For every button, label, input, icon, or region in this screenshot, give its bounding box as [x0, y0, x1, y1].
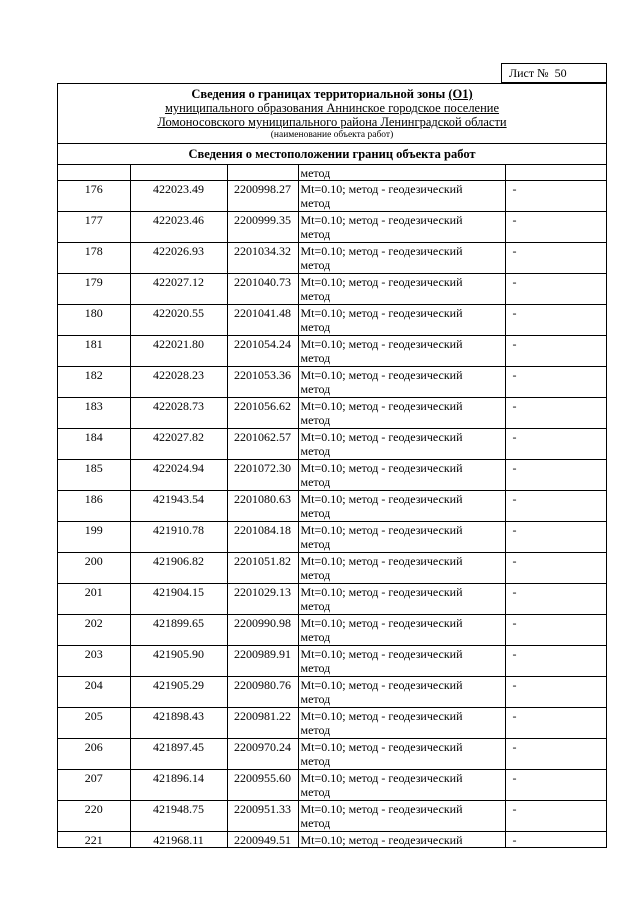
coord-x-cell: 422027.12	[130, 274, 227, 305]
method-line-1: Mt=0.10; метод - геодезический	[300, 275, 463, 289]
coord-y-cell: 2200970.24	[227, 739, 298, 770]
coord-x-cell: 421904.15	[130, 584, 227, 615]
header-district: Ломоносовского муниципального района Ленинградской области	[157, 115, 507, 129]
coord-x-cell: 422023.49	[130, 181, 227, 212]
document-frame	[57, 83, 607, 848]
coord-x-cell: 422023.46	[130, 212, 227, 243]
method-line-2: метод	[300, 692, 331, 706]
remark-cell: -	[505, 243, 606, 274]
remark-cell: -	[505, 584, 606, 615]
method-line-2: метод	[300, 754, 331, 768]
coord-y-cell: 2201054.24	[227, 336, 298, 367]
table-row	[58, 305, 606, 336]
sheet-number-box	[501, 63, 607, 83]
remark-cell: -	[505, 367, 606, 398]
method-line-1: Mt=0.10; метод - геодезический	[300, 585, 463, 599]
coord-y-cell: 2201051.82	[227, 553, 298, 584]
remark-cell: -	[505, 677, 606, 708]
remark-cell: -	[505, 522, 606, 553]
point-number-cell: 207	[58, 770, 130, 801]
method-line-1: Mt=0.10; метод - геодезический	[300, 182, 463, 196]
coord-y-cell: 2200998.27	[227, 181, 298, 212]
table-row	[58, 832, 606, 848]
table-row	[58, 522, 606, 553]
method-line-2: метод	[300, 568, 331, 582]
table-row	[58, 367, 606, 398]
table-row	[58, 274, 606, 305]
table-row	[58, 429, 606, 460]
remark-cell: -	[505, 398, 606, 429]
table-row-continuation	[58, 165, 606, 181]
method-line-1: Mt=0.10; метод - геодезический	[300, 306, 463, 320]
method-cell	[298, 336, 505, 367]
remark-cell: -	[505, 739, 606, 770]
point-number-cell: 183	[58, 398, 130, 429]
coord-y-cell: 2200989.91	[227, 646, 298, 677]
method-cell	[298, 367, 505, 398]
method-cell	[298, 615, 505, 646]
point-number-cell: 199	[58, 522, 130, 553]
method-line-1: Mt=0.10; метод - геодезический	[300, 213, 463, 227]
coord-x-cell: 422020.55	[130, 305, 227, 336]
method-line-2: метод	[300, 351, 331, 365]
point-number-cell: 186	[58, 491, 130, 522]
remark-cell: -	[505, 646, 606, 677]
table-row	[58, 398, 606, 429]
method-line-2: метод	[300, 723, 331, 737]
coord-x-cell: 421948.75	[130, 801, 227, 832]
document-header	[58, 84, 606, 144]
coord-y-cell: 2200949.51	[227, 832, 298, 848]
method-cell	[298, 646, 505, 677]
coord-x-cell: 421910.78	[130, 522, 227, 553]
remark-cell: -	[505, 181, 606, 212]
method-line-1: Mt=0.10; метод - геодезический	[300, 647, 463, 661]
remark-cell: -	[505, 553, 606, 584]
method-line-2: метод	[300, 444, 331, 458]
coord-x-cell: 421968.11	[130, 832, 227, 848]
table-row	[58, 801, 606, 832]
point-number-cell: 201	[58, 584, 130, 615]
remark-cell: -	[505, 491, 606, 522]
method-line-2: метод	[300, 630, 331, 644]
method-cell	[298, 770, 505, 801]
remark-cell: -	[505, 801, 606, 832]
method-cell	[298, 181, 505, 212]
coord-y-cell: 2201053.36	[227, 367, 298, 398]
point-number-cell: 221	[58, 832, 130, 848]
coord-y-cell: 2201062.57	[227, 429, 298, 460]
method-line-1: Mt=0.10; метод - геодезический	[300, 740, 463, 754]
coord-y-cell: 2200951.33	[227, 801, 298, 832]
point-number-cell: 200	[58, 553, 130, 584]
table-row	[58, 212, 606, 243]
method-cell: метод	[298, 165, 505, 181]
coord-x-cell: 421897.45	[130, 739, 227, 770]
point-number-cell: 205	[58, 708, 130, 739]
method-line-2: метод	[300, 320, 331, 334]
coord-x-cell: 421896.14	[130, 770, 227, 801]
coord-x-cell: 421898.43	[130, 708, 227, 739]
method-line-2: метод	[300, 506, 331, 520]
method-line-1: Mt=0.10; метод - геодезический	[300, 430, 463, 444]
method-cell	[298, 243, 505, 274]
method-line-2: метод	[300, 475, 331, 489]
table-row	[58, 460, 606, 491]
method-cell	[298, 677, 505, 708]
coord-y-cell: 2200955.60	[227, 770, 298, 801]
remark-cell: -	[505, 212, 606, 243]
point-number-cell: 204	[58, 677, 130, 708]
remark-cell: -	[512, 833, 517, 847]
method-line-1: Mt=0.10; метод - геодезический	[300, 492, 463, 506]
table-row	[58, 708, 606, 739]
method-line-1: Mt=0.10; метод - геодезический	[300, 399, 463, 413]
remark-cell: -	[505, 429, 606, 460]
method-line-2: метод	[300, 661, 331, 675]
method-line-1: Mt=0.10; метод - геодезический	[300, 461, 463, 475]
remark-cell: -	[505, 708, 606, 739]
point-number-cell: 179	[58, 274, 130, 305]
method-line-2: метод	[300, 413, 331, 427]
method-line-2: метод	[300, 382, 331, 396]
method-line-2: метод	[300, 816, 331, 830]
coord-y-cell: 2200981.22	[227, 708, 298, 739]
table-row	[58, 336, 606, 367]
coord-x-cell: 422026.93	[130, 243, 227, 274]
coord-x-cell: 422028.23	[130, 367, 227, 398]
point-number-cell: 185	[58, 460, 130, 491]
sheet-number: 50	[554, 66, 567, 80]
method-cell	[298, 801, 505, 832]
method-cell	[298, 460, 505, 491]
point-number-cell: 178	[58, 243, 130, 274]
method-line-1: Mt=0.10; метод - геодезический	[300, 709, 463, 723]
point-number-cell: 203	[58, 646, 130, 677]
coord-y-cell: 2200980.76	[227, 677, 298, 708]
remark-cell: -	[505, 274, 606, 305]
table-row	[58, 553, 606, 584]
remark-cell: -	[505, 615, 606, 646]
coord-y-cell: 2200999.35	[227, 212, 298, 243]
header-title-code: (О1)	[448, 87, 473, 101]
point-number-cell: 182	[58, 367, 130, 398]
coord-y-cell: 2201080.63	[227, 491, 298, 522]
table-row	[58, 770, 606, 801]
table-row	[58, 615, 606, 646]
method-line-1: Mt=0.10; метод - геодезический	[300, 368, 463, 382]
method-line-1: Mt=0.10; метод - геодезический	[300, 523, 463, 537]
method-line-2: метод	[300, 289, 331, 303]
coord-x-cell: 422028.73	[130, 398, 227, 429]
point-number-cell: 176	[58, 181, 130, 212]
coord-y-cell: 2201072.30	[227, 460, 298, 491]
method-cell	[298, 305, 505, 336]
method-line-1: Mt=0.10; метод - геодезический	[300, 802, 463, 816]
coord-x-cell: 422024.94	[130, 460, 227, 491]
header-title	[58, 87, 606, 101]
header-caption: (наименование объекта работ)	[270, 130, 394, 140]
method-cell	[298, 212, 505, 243]
method-cell	[298, 491, 505, 522]
method-cell	[298, 398, 505, 429]
table-row	[58, 584, 606, 615]
coord-x-cell: 421905.29	[130, 677, 227, 708]
coord-y-cell: 2201084.18	[227, 522, 298, 553]
point-number-cell: 220	[58, 801, 130, 832]
point-number-cell: 206	[58, 739, 130, 770]
method-line-1: Mt=0.10; метод - геодезический	[300, 771, 463, 785]
method-line-2: метод	[300, 227, 331, 241]
method-line-2: метод	[300, 785, 331, 799]
coord-y-cell: 2201041.48	[227, 305, 298, 336]
table-row	[58, 181, 606, 212]
header-title-prefix: Сведения о границах территориальной зоны	[191, 87, 449, 101]
coord-x-cell: 421899.65	[130, 615, 227, 646]
method-line-2: метод	[300, 599, 331, 613]
method-line-2: метод	[300, 196, 331, 210]
method-cell	[298, 429, 505, 460]
method-line-2: метод	[300, 537, 331, 551]
method-line-1: Mt=0.10; метод - геодезический	[300, 244, 463, 258]
method-cell	[298, 553, 505, 584]
point-number-cell: 202	[58, 615, 130, 646]
coord-y-cell: 2201040.73	[227, 274, 298, 305]
method-cell	[298, 522, 505, 553]
header-municipality: муниципального образования Аннинское городское поселение	[164, 101, 500, 115]
remark-cell: -	[505, 336, 606, 367]
coord-x-cell: 421943.54	[130, 491, 227, 522]
sheet-label: Лист №	[509, 66, 549, 80]
method-cell: Mt=0.10; метод - геодезический	[298, 832, 505, 848]
coord-x-cell: 422027.82	[130, 429, 227, 460]
method-line-1: Mt=0.10; метод - геодезический	[300, 337, 463, 351]
method-cell	[298, 584, 505, 615]
section-subheader: Сведения о местоположении границ объекта работ	[58, 144, 606, 165]
coord-x-cell: 421905.90	[130, 646, 227, 677]
table-row	[58, 739, 606, 770]
point-number-cell: 177	[58, 212, 130, 243]
remark-cell: -	[505, 460, 606, 491]
coord-x-cell: 422021.80	[130, 336, 227, 367]
method-cell	[298, 708, 505, 739]
method-line-1: Mt=0.10; метод - геодезический	[300, 678, 463, 692]
table-row	[58, 243, 606, 274]
point-number-cell: 180	[58, 305, 130, 336]
table-row	[58, 677, 606, 708]
table-row	[58, 491, 606, 522]
method-line-1: Mt=0.10; метод - геодезический	[300, 554, 463, 568]
coord-y-cell: 2201056.62	[227, 398, 298, 429]
method-line-1: Mt=0.10; метод - геодезический	[300, 616, 463, 630]
remark-cell: -	[505, 770, 606, 801]
coord-x-cell: 421906.82	[130, 553, 227, 584]
table-row	[58, 646, 606, 677]
method-cell	[298, 739, 505, 770]
point-number-cell: 184	[58, 429, 130, 460]
coord-y-cell: 2200990.98	[227, 615, 298, 646]
method-line-2: метод	[300, 258, 331, 272]
coord-y-cell: 2201034.32	[227, 243, 298, 274]
coordinates-table	[58, 165, 606, 847]
coord-y-cell: 2201029.13	[227, 584, 298, 615]
point-number-cell: 181	[58, 336, 130, 367]
remark-cell: -	[505, 305, 606, 336]
method-cell	[298, 274, 505, 305]
